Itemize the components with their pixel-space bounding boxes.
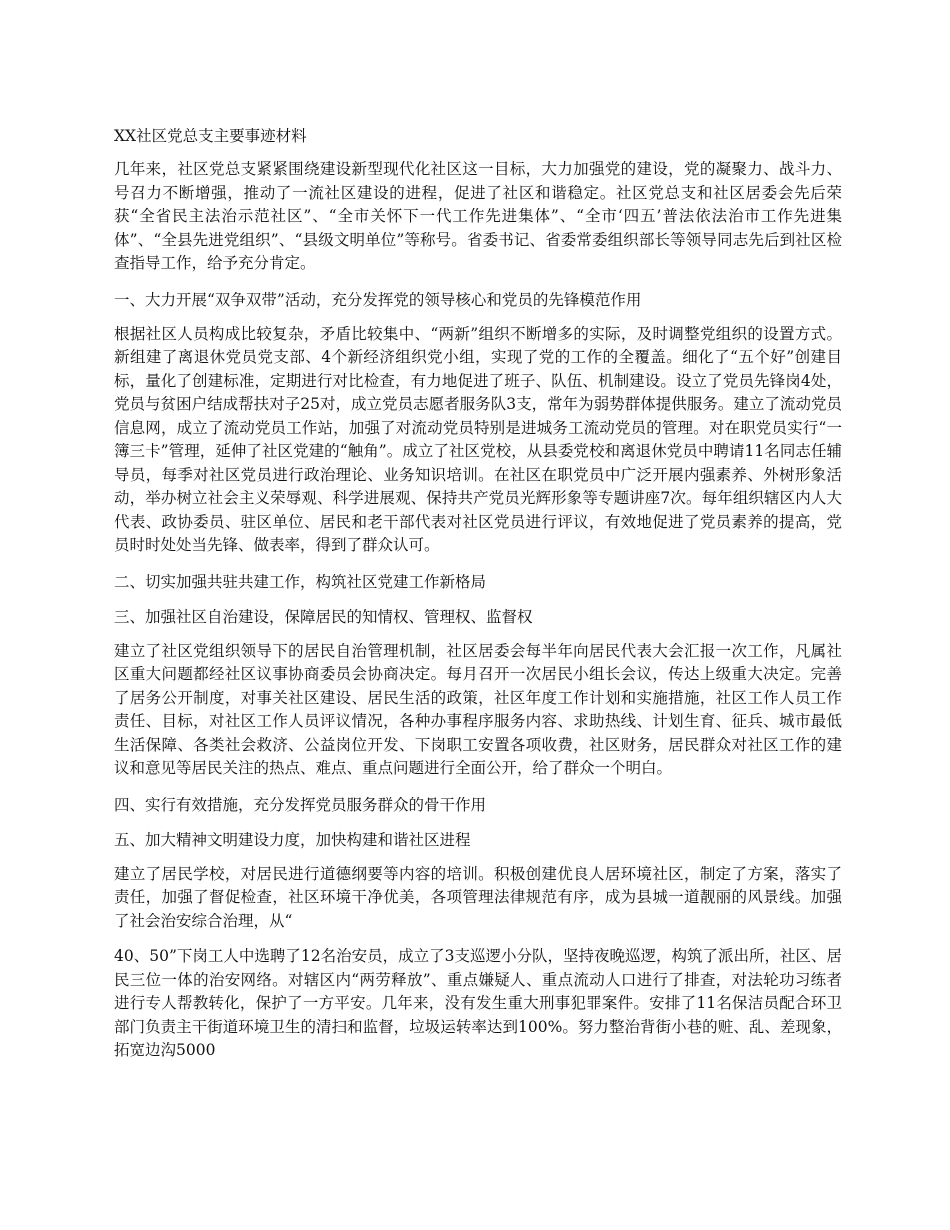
section-heading-1: 一、大力开展“双争双带”活动，充分发挥党的领导核心和党员的先锋模范作用 [114,290,642,309]
section-1-paragraph: 根据社区人员构成比较复杂，矛盾比较集中、“两新”组织不断增多的实际，及时调整党组织的设置方式。新组建了离退休党员党支部、4个新经济组织党小组，实现了党的工作的全覆盖。细化了“五个好”创建目标，量化了创建标准，定期进行对比检查，有力地促进了班子、队伍、机制建设。设立了党员先锋岗4处，党员与贫困户结成帮扶对子25对，成立党员志愿者服务队3支，常年为弱势群体提供服务。建立了流动党员信息网，成立了流动党员工作站，加强了对流动党员特别是进城务工流动党员的管理。对在职党员实行“一簿三卡”管理，延伸了社区党建的“触角”。成立了社区党校，从县委党校和离退休党员中聘请11名同志任辅导员，每季对社区党员进行政治理论、业务知识培训。在社区在职党员中广泛开展内强素养、外树形象活动，举办树立社会主义荣辱观、科学进展观、保持共产党员光辉形象等专题讲座7次。每年组织辖区内人大代表、政协委员、驻区单位、居民和老干部代表对社区党员进行评议，有效地促进了党员素养的提高，党员时时处处当先锋、做表率，得到了群众认可。 [114,324,842,554]
document-title: XX社区党总支主要事迹材料 [114,127,307,145]
intro-paragraph: 几年来，社区党总支紧紧围绕建设新型现代化社区这一目标，大力加强党的建设，党的凝聚力、战斗力、号召力不断增强，推动了一流社区建设的进程，促进了社区和谐稳定。社区党总支和社区居委会先后荣获“全省民主法治示范社区”、“全市关怀下一代工作先进集体”、“全市‘四五’普法依法治市工作先进集体”、“全县先进党组织”、“县级文明单位”等称号。省委书记、省委常委组织部长等领导同志先后到社区检查指导工作，给予充分肯定。 [114,160,842,272]
section-5-paragraph: 建立了居民学校，对居民进行道德纲要等内容的培训。积极创建优良人居环境社区，制定了方案，落实了责任，加强了督促检查，社区环境干净优美，各项管理法律规范有序，成为县城一道靓丽的风景线。加强了社会治安综合治理，从“ [114,864,842,930]
section-heading-5: 五、加大精神文明建设力度，加快构建和谐社区进程 [114,830,471,849]
document-page [114,124,842,1075]
section-3-paragraph: 建立了社区党组织领导下的居民自治管理机制，社区居委会每半年向居民代表大会汇报一次工作，凡属社区重大问题都经社区议事协商委员会协商决定。每月召开一次居民小组长会议，传达上级重大决定。完善了居务公开制度，对事关社区建设、居民生活的政策，社区年度工作计划和实施措施，社区工作人员工作责任、目标，对社区工作人员评议情况，各种办事程序服务内容、求助热线、计划生育、征兵、城市最低生活保障、各类社会救济、公益岗位开发、下岗职工安置各项收费，社区财务，居民群众对社区工作的建议和意见等居民关注的热点、难点、重点问题进行全面公开，给了群众一个明白。 [114,641,842,777]
section-heading-3: 三、加强社区自治建设，保障居民的知情权、管理权、监督权 [114,607,533,626]
section-5-continuation-paragraph: 40、50”下岗工人中选聘了12名治安员，成立了3支巡逻小分队，坚持夜晚巡逻，构筑了派出所，社区、居民三位一体的治安网络。对辖区内“两劳释放”、重点嫌疑人、重点流动人口进行了排查，对法轮功习练者进行专人帮教转化，保护了一方平安。几年来，没有发生重大刑事犯罪案件。安排了11名保洁员配合环卫部门负责主干街道环境卫生的清扫和监督，垃圾运转率达到100%。努力整治背街小巷的赃、乱、差现象，拓宽边沟5000 [114,947,842,1059]
section-heading-4: 四、实行有效措施，充分发挥党员服务群众的骨干作用 [114,795,487,814]
section-heading-2: 二、切实加强共驻共建工作，构筑社区党建工作新格局 [114,572,487,591]
